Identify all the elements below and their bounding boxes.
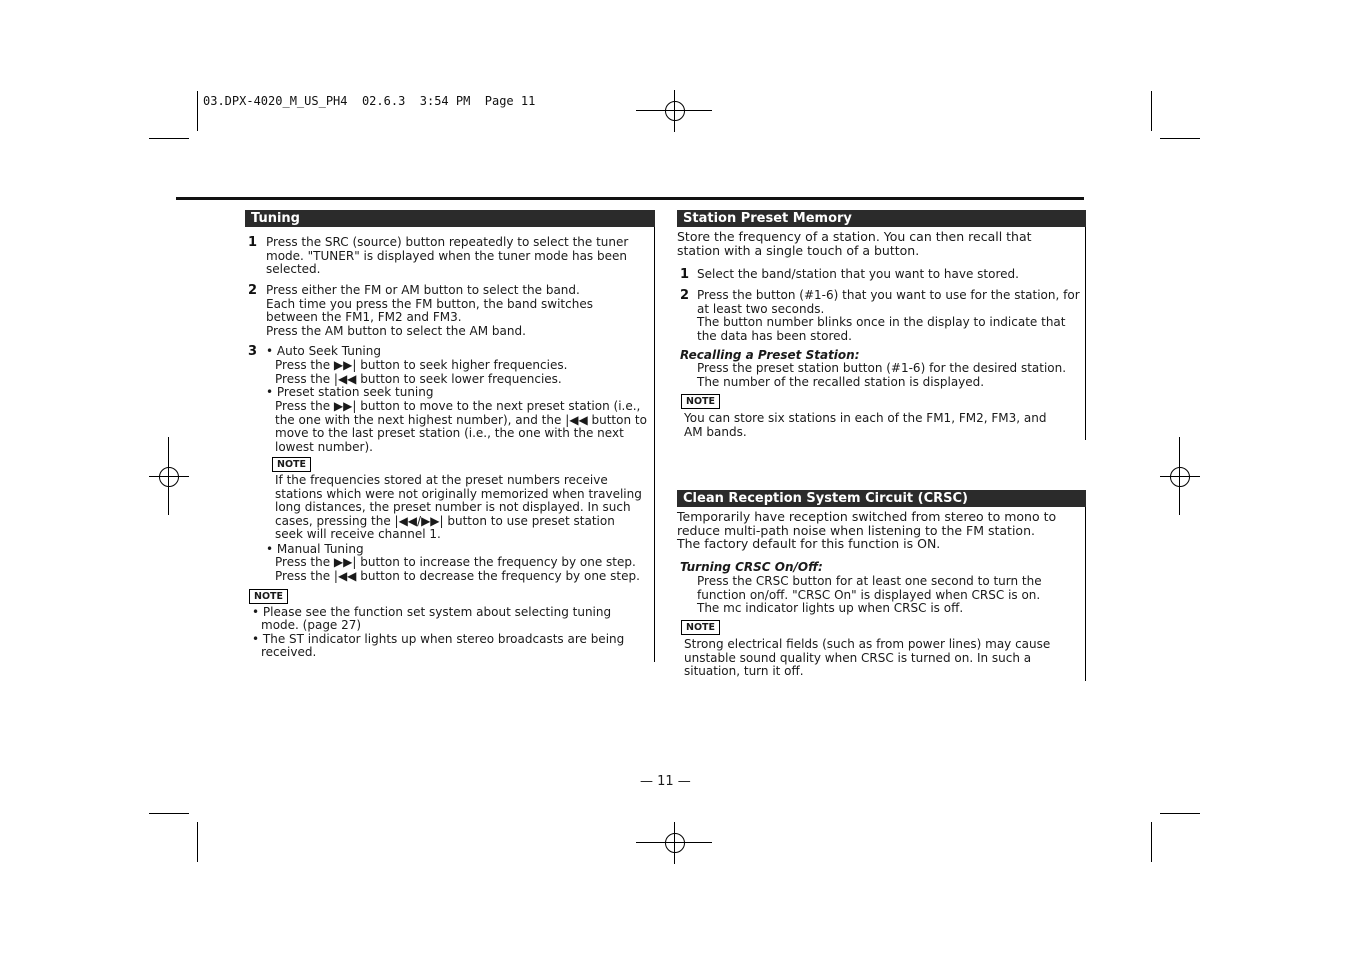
tuning-step-3-number: 3 — [248, 344, 258, 359]
crsc-heading: Clean Reception System Circuit (CRSC) — [677, 490, 1086, 507]
preset-note-text: You can store six stations in each of the FM1, FM2, FM3, and AM bands. — [684, 411, 1047, 439]
tuning-step-3-text-a: Press the ▶▶| button to seek higher frequencies. Press the |◀◀ button to seek lower frequencies. — [275, 358, 568, 386]
tuning-heading: Tuning — [245, 210, 655, 227]
preset-step-2-number: 2 — [680, 288, 690, 303]
print-slug: 03.DPX-4020_M_US_PH4 02.6.3 3:54 PM Page 11 — [203, 94, 536, 108]
tuning-step-3-bullet-manual: • Manual Tuning — [266, 542, 364, 556]
tuning-note-2-bullet-1: • Please see the function set system about selecting tuning — [252, 605, 612, 619]
tuning-note-2-bullet-2-cont: received. — [261, 645, 317, 659]
header-rule — [176, 197, 1084, 200]
tuning-manual-text: Press the ▶▶| button to increase the frequency by one step. Press the |◀◀ button to decrease the frequency by one step. — [275, 555, 640, 583]
tuning-step-3-bullet-preset: • Preset station seek tuning — [266, 385, 434, 399]
crsc-onoff-text: Press the CRSC button for at least one second to turn the function on/off. "CRSC On" is displayed when CRSC is on. The mc indicator lights up when CRSC is off. — [697, 574, 1042, 616]
crsc-onoff-title: Turning CRSC On/Off: — [680, 560, 823, 574]
tuning-step-1-text: Press the SRC (source) button repeatedly to select the tuner mode. "TUNER" is displayed when the tuner mode has been selected. — [266, 235, 629, 277]
left-column-divider — [654, 210, 655, 662]
preset-step-2-text: Press the button (#1-6) that you want to use for the station, for at least two seconds. The button number blinks once in the display to indicate that the data has been stored. — [697, 288, 1080, 343]
tuning-note-1-text: If the frequencies stored at the preset numbers receive stations which were not originally memorized when traveling long distances, the preset number is not displayed. In such cases, pressing the |◀◀/▶▶| button to use preset station seek will receive channel 1. — [275, 473, 642, 542]
recall-preset-text: Press the preset station button (#1-6) for the desired station. The number of the recalled station is displayed. — [697, 361, 1067, 389]
preset-step-1-text: Select the band/station that you want to have stored. — [697, 267, 1019, 281]
preset-heading: Station Preset Memory — [677, 210, 1086, 227]
tuning-step-3-bullet-auto: • Auto Seek Tuning — [266, 344, 381, 358]
crsc-note-text: Strong electrical fields (such as from power lines) may cause unstable sound quality when CRSC is turned on. In such a situation, turn it off. — [684, 637, 1051, 679]
crsc-intro: Temporarily have reception switched from stereo to mono to reduce multi-path noise when listening to the FM station. The factory default for this function is ON. — [677, 509, 1057, 552]
tuning-note-2-bullet-2: • The ST indicator lights up when stereo broadcasts are being — [252, 632, 625, 646]
tuning-note-2-label: NOTE — [249, 589, 288, 604]
preset-step-1-number: 1 — [680, 267, 690, 282]
preset-note-label: NOTE — [681, 394, 720, 409]
crsc-note-label: NOTE — [681, 620, 720, 635]
page-number: — 11 — — [640, 774, 691, 789]
tuning-step-3-text-b: Press the ▶▶| button to move to the next preset station (i.e., the one with the next highest number), and the |◀◀ button to move to the last preset station (i.e., the one with the next lowest number). — [275, 399, 647, 454]
tuning-step-2-number: 2 — [248, 283, 258, 298]
tuning-note-2-bullet-1-cont: mode. (page 27) — [261, 618, 362, 632]
preset-intro: Store the frequency of a station. You can then recall that station with a single touch of a button. — [677, 229, 1032, 258]
right-column-divider-bottom — [1085, 490, 1086, 681]
tuning-step-1-number: 1 — [248, 235, 258, 250]
tuning-step-2-text: Press either the FM or AM button to select the band. Each time you press the FM button, the band switches between the FM1, FM2 and FM3. Press the AM button to select the AM band. — [266, 283, 593, 338]
right-column-divider-top — [1085, 210, 1086, 440]
tuning-note-1-label: NOTE — [272, 457, 311, 472]
recall-preset-title: Recalling a Preset Station: — [680, 348, 860, 362]
